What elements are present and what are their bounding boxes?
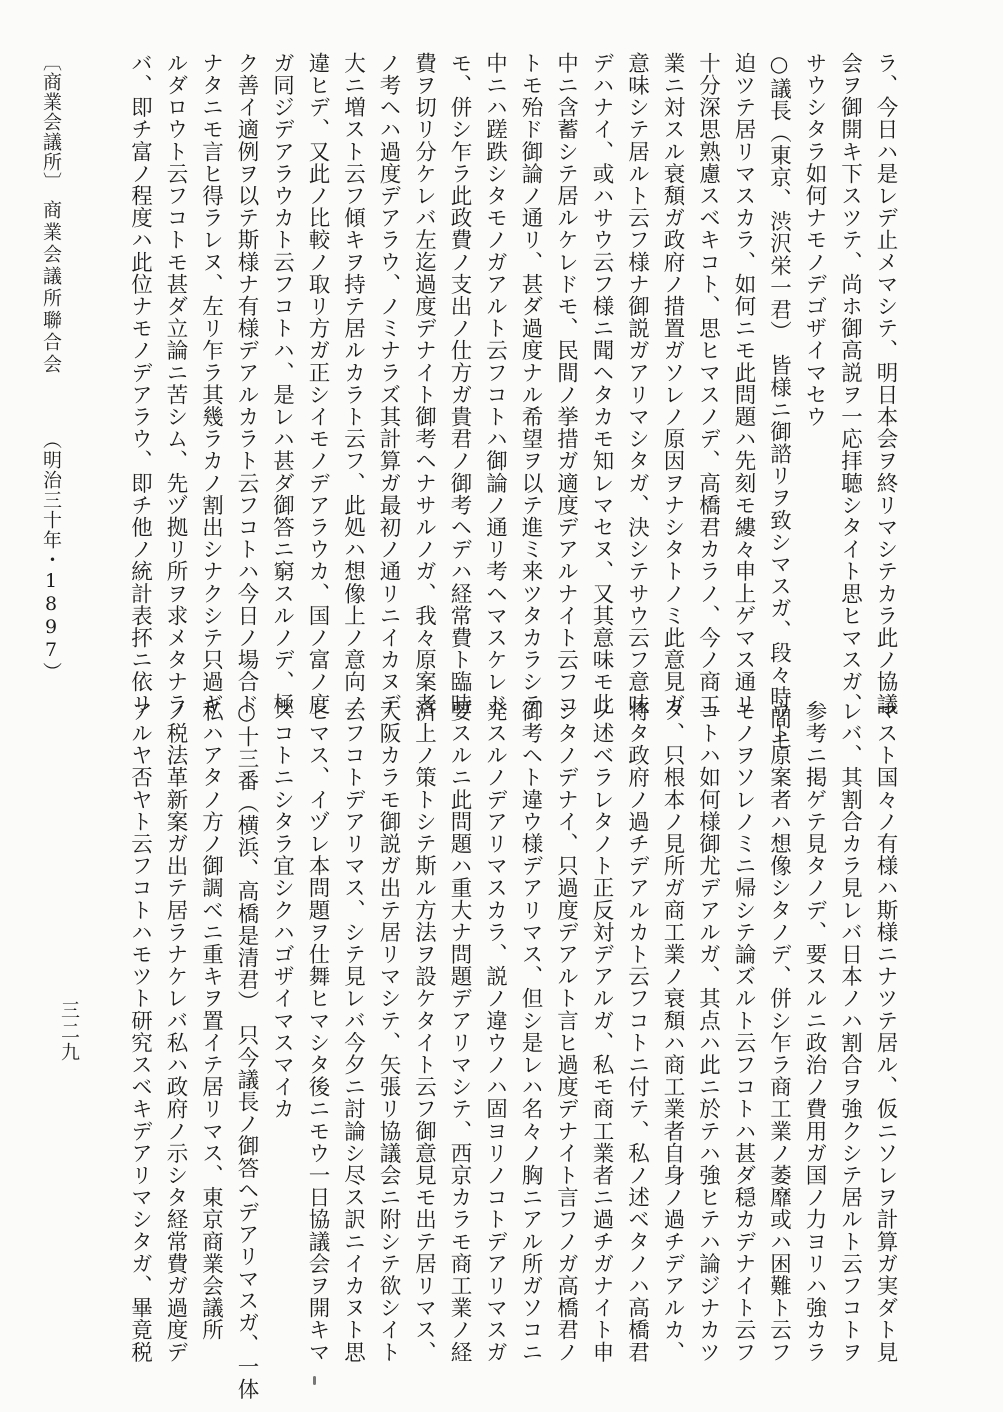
page-number: 三二九 (58, 1000, 80, 1063)
lower-text-column: マスト国々ノ有様ハ斯様ニナツテ居ル、仮ニソレヲ計算ガ実ダト見 (873, 700, 898, 1363)
upper-text-column: 大ニ増スト云フ傾キヲ持テ居ルカラト云フ、此処ハ想像上ノ意向ノ (340, 52, 366, 715)
lower-text-column: 私ハアタノ方ノ御調ベニ重キヲ置イテ居リマス、東京商業会議所 (198, 700, 224, 1341)
upper-text-column: ガ同ジデアラウカト云フコトハ、是レハ甚ダ御答ニ窮スルノデ、極 (269, 52, 295, 715)
lower-text-column: コトハ如何様御尤デアルガ、其点ハ此ニ於テハ強ヒテハ論ジナカツ (695, 700, 721, 1363)
lower-text-column: ○十三番（横浜、高橋是清君） 只今議長ノ御答ヘデアリマスガ、一体 (234, 700, 259, 1400)
upper-text-column: ク善イ適例ヲ以テ斯様ナ有様デアルカラト云フコトハ今日ノ場合ド (234, 52, 259, 715)
scan-speck (313, 1376, 316, 1385)
lower-text-column: スコトニシタラ宜シクハゴザイマスマイカ (269, 700, 295, 1120)
upper-text-column: ナタニモ言ヒ得ラレヌ、左リ乍ラ其幾ラカノ割出シナクシテ只過ギ (198, 52, 224, 715)
lower-text-column: 要スルニ此問題ハ重大ナ問題デアリマシテ、西京カラモ商工業ノ経 (447, 700, 472, 1363)
lower-text-column: シタノデナイ、只過度デアルト言ヒ過度デナイト言フノガ高橋君ノ (553, 700, 579, 1363)
lower-text-column: アルヤ否ヤト云フコトハモツト研究スベキデアリマシタガ、畢竟税 (127, 700, 153, 1363)
upper-text-column: ラ、今日ハ是レデ止メマシテ、明日本会ヲ終リマシテカラ此ノ協議 (873, 52, 898, 715)
upper-text-column: モ、併シ乍ラ此政費ノ支出ノ仕方ガ貴君ノ御考ヘデハ経常費ト臨時 (447, 52, 472, 715)
lower-text-column: ノ税法革新案ガ出テ居ラナケレバ私ハ政府ノ示シタ経常費ガ過度デ (163, 700, 188, 1363)
upper-text-column: 会ヲ御開キ下スツテ、尚ホ御高説ヲ一応拝聴シタイト思ヒマスガ、 (837, 52, 863, 715)
upper-text-column: 業ニ対スル衰頽ガ政府ノ措置ガソレノ原因ヲナシタトノミ此意見ガ (660, 52, 685, 715)
lower-text-column: 御考ヘト違ウ様デアリマス、但シ是レハ名々ノ胸ニアル所ガソコニ (518, 700, 543, 1363)
upper-text-column: デハナイ、或ハサウ云フ様ニ聞ヘタカモ知レマセヌ、又其意味モ此 (589, 52, 614, 715)
lower-text-column: 参考ニ掲ゲテ見タノデ、要スルニ政治ノ費用ガ国ノ力ヨリハ強カラ (802, 700, 827, 1363)
lower-text-column: ウト原案者ハ想像シタノデ、併シ乍ラ商工業ノ萎靡或ハ困難ト云フ (766, 700, 792, 1363)
upper-text-column: サウシタラ如何ナモノデゴザイマセウ (802, 52, 827, 428)
running-head-year: （明治三十年・1897） (40, 430, 62, 682)
running-head-bracket-label: 〔商業会議所〕 (40, 52, 62, 192)
lower-text-column: モノヲソレノミニ帰シテ論ズルト云フコトハ甚ダ穏カデナイト云フ (731, 700, 756, 1363)
lower-text-column: ノ述ベラレタノト正反対デアルガ、私モ商工業者ニ過チガナイト申 (589, 700, 614, 1363)
lower-text-column: タ、只根本ノ見所ガ商工業ノ衰頽ハ商工業者自身ノ過チデアルカ、 (660, 700, 685, 1363)
upper-text-column: ○議長（東京、渋沢栄一君） 皆様ニ御諮リヲ致シマスガ、段々時間モ (766, 52, 792, 752)
upper-text-column: 中ニハ蹉跌シタモノガアルト云フコトハ御論ノ通リ考ヘマスケレド (482, 52, 508, 715)
upper-text-column: 違ヒデ、又此ノ比較ノ取リ方ガ正シイモノデアラウカ、国ノ富ノ度 (305, 52, 330, 715)
upper-text-column: ノ考ヘハ過度デアラウ、ノミナラズ其計算ガ最初ノ通リニイカヌデ (376, 52, 401, 715)
lower-text-column: レバ、其割合カラ見レバ日本ノハ割合ヲ強クシテ居ルト云フコトヲ (837, 700, 863, 1363)
lower-text-column: ヒマス、イヅレ本問題ヲ仕舞ヒマシタ後ニモウ一日協議会ヲ開キマ (305, 700, 330, 1363)
lower-text-block (122, 700, 903, 1400)
lower-text-column: 発スルノデアリマスカラ、説ノ違ウノハ固ヨリノコトデアリマスガ (482, 700, 508, 1363)
upper-text-column: 意味シテ居ルト云フ様ナ御説ガアリマシタガ、決シテサウ云フ意味 (624, 52, 650, 715)
upper-text-column: バ、即チ富ノ程度ハ此位ナモノデアラウ、即チ他ノ統計表抔ニ依リ (127, 52, 153, 715)
upper-text-block (122, 52, 903, 752)
upper-text-column: 費ヲ切リ分ケレバ左迄過度デナイト御考ヘナサルノガ、我々原案者 (411, 52, 437, 715)
upper-text-column: 十分深思熟慮スベキコト、思ヒマスノデ、高橋君カラノ、今ノ商工 (695, 52, 721, 715)
lower-text-column: 済上ノ策トシテ斯ル方法ヲ設ケタイト云フ御意見モ出テ居リマス、 (411, 700, 437, 1363)
upper-text-column: トモ殆ド御論ノ通リ、甚ダ過度ナル希望ヲ以テ進ミ来ツタカラシテ (518, 52, 543, 715)
upper-text-column: ルダロウト云フコトモ甚ダ立論ニ苦シム、先ヅ拠リ所ヲ求メタナラ (163, 52, 188, 715)
lower-text-column: 云フコトデアリマス、シテ見レバ今夕ニ討論シ尽ス訳ニイカヌト思 (340, 700, 366, 1363)
upper-text-column: 中ニ含蓄シテ居ルケレドモ、民間ノ挙措ガ適度デアルナイト云フコ (553, 52, 579, 715)
upper-text-column: 迫ツテ居リマスカラ、如何ニモ此問題ハ先刻モ縷々申上ゲマス通リ (731, 52, 756, 715)
running-head-title: 商業会議所聯合会 (40, 200, 62, 376)
lower-text-column: 大阪カラモ御説ガ出テ居リマシテ、矢張リ協議会ニ附シテ欲シイト (376, 700, 401, 1363)
lower-text-column: 将タ政府ノ過チデアルカト云フコトニ付テ、私ノ述ベタノハ高橋君 (624, 700, 650, 1363)
